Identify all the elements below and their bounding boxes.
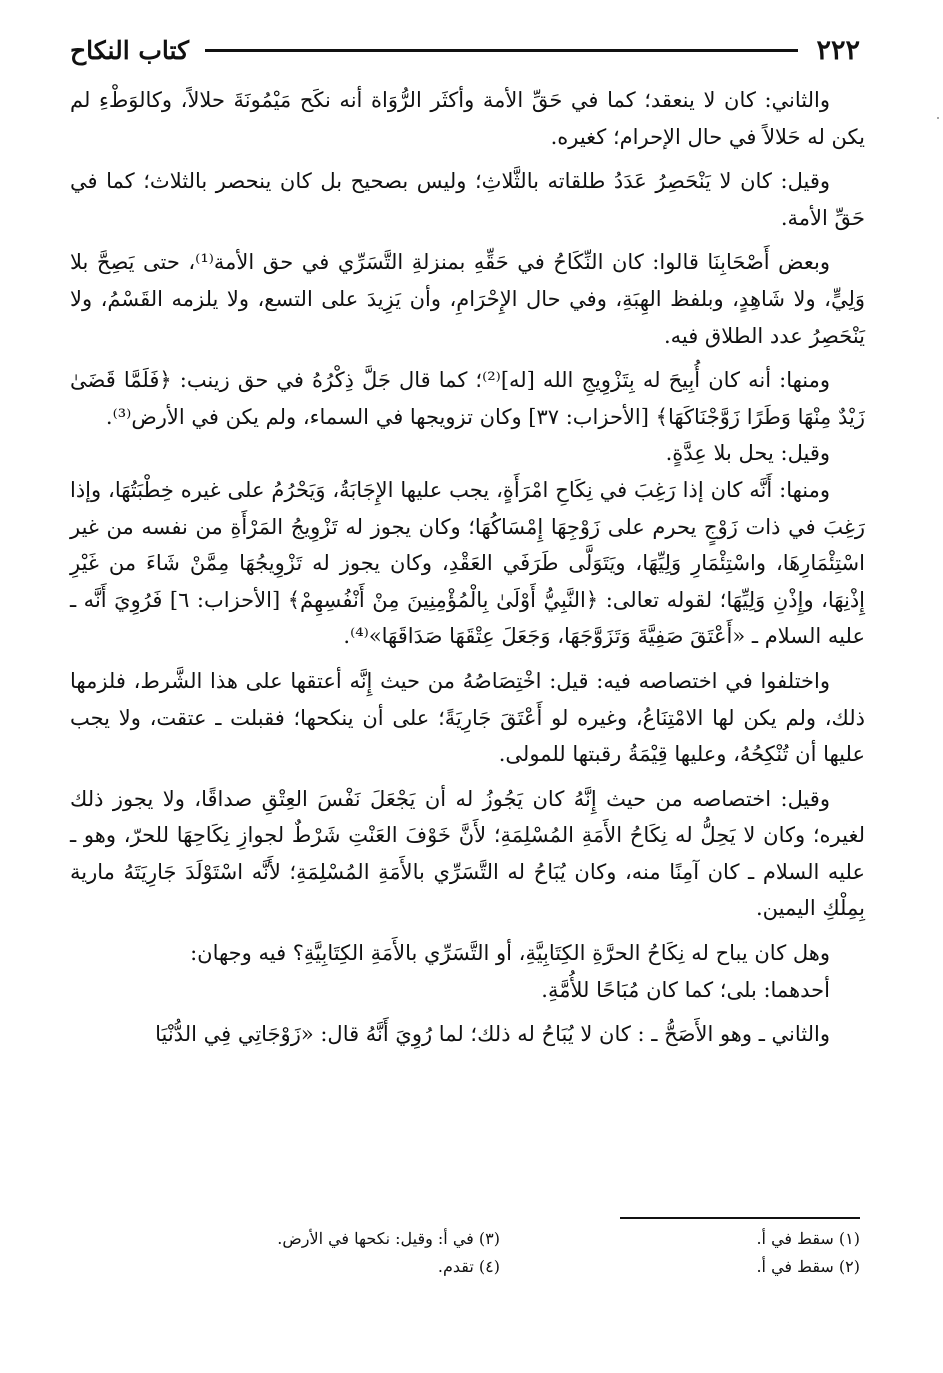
paragraph: وقيل: يحل بلا عِدَّةٍ. bbox=[665, 441, 830, 466]
book-title: كتاب النكاح bbox=[70, 35, 189, 65]
paragraph: ومنها: أَنَّه كان إذا رَغِبَ في نِكَاحِ امْرَأَةٍ، يجب عليها الإِجَابَةُ، وَيَحْرُمُ على غيره خِطْبَتُهَا، وإذا رَغِبَ في ذات زَوْجٍ يحرم على زَوْجِهَا إِمْسَاكُهَا؛ وكان يجوز له تَزْوِيجُ المَرْأَةِ من نفسه من غير اسْتِئْمَارِهَا، واسْتِئْمَارِ وَلِيِّهَا، ويَتَوَلَّى طَرَفَي العَقْدِ، وكان يجوز له تَزْوِيجُهَا مِمَّنْ شَاءَ من غَيْرِ إِذْنِهَا، وإِذْنِ وَلِيِّهَا؛ لقوله تعالى: ﴿النَّبِيُّ أَوْلَىٰ بِالْمُؤْمِنِينَ مِنْ أَنْفُسِهِمْ﴾ [الأحزاب: ٦] فَرُوِيَ أَنَّه ـ عليه السلام ـ «أَعْتَقَ صَفِيَّةَ وَتَزَوَّجَهَا، وَجَعَلَ عِتْقَهَا صَدَاقَهَا»⁽⁴⁾. bbox=[70, 477, 866, 649]
paragraph: وقيل: كان لا يَنْحَصِرُ عَدَدُ طلقاته بالثَّلاثِ؛ وليس بصحيح بل كان ينحصر بالثلاث؛ كما في حَقِّ الأمة. bbox=[70, 169, 865, 230]
paragraph: وبعض أَصْحَابِنَا قالوا: كان النِّكَاحُ في حَقِّهِ بمنزلةِ التَّسَرِّي في حق الأمة⁽¹⁾، حتى يَصِحَّ بلا وَلِيٍّ، ولا شَاهِدٍ، وبلفظ الهِبَةِ، وفي حال الإِحْرَامِ، وأن يَزِيدَ على التسع، ولا يلزمه القَسْمُ، ولا يَنْحَصِرُ عدد الطلاق فيه. bbox=[70, 250, 865, 348]
paragraph: والثاني ـ وهو الأَصَحُّ ـ : كان لا يُبَاحُ له ذلك؛ لما رُوِيَ أَنَّهُ قال: «زَوْجَاتِي فِي الدُّنْيَا bbox=[155, 1022, 830, 1047]
footnote-divider bbox=[620, 1217, 860, 1219]
paragraph: وقيل: اختصاصه من حيث إِنَّهُ كان يَجُوزُ له أن يَجْعَلَ نَفْسَ العِتْقِ صداقًا، ولا يجوز ذلك لغيره؛ وكان لا يَحِلُّ له نِكَاحُ الأَمَةِ المُسْلِمَةِ؛ لأَنَّ خَوْفَ العَنْتِ شَرْطٌ لجوازِ نِكَاحِهَا للحرّ، وهو ـ عليه السلام ـ كان آمِنًا منه، وكان يُبَاحُ له التَّسَرِّي بالأَمَةِ المُسْلِمَةِ؛ لأَنَّه اسْتَوْلَدَ جَارِيَتَهُ مارية بِمِلْكِ اليمين. bbox=[70, 786, 865, 921]
scan-speck bbox=[937, 117, 939, 119]
paragraph: وهل كان يباح له نِكَاحُ الحرَّةِ الكِتَابِيَّةِ، أو التَّسَرِّي بالأَمَةِ الكِتَابِيَّةِ؟ فيه وجهان: bbox=[190, 941, 830, 966]
main-text bbox=[70, 82, 865, 1053]
paragraph: واختلفوا في اختصاصه فيه: قيل: اخْتِصَاصُهُ من حيث إِنَّه أعتقها على هذا الشَّرط، فلزمها ذلك، ولم يكن لها الامْتِنَاعُ، وغيره لو أَعْتَقَ جَارِيَةً؛ على أن ينكحها؛ فقبلت ـ عتقت، ولا يجب عليها أن تُنْكِحُهُ، وعليها قِيْمَةُ رقبتها للمولى. bbox=[70, 668, 865, 767]
paragraph: أحدهما: بلى؛ كما كان مُبَاحًا للأُمَّةِ. bbox=[541, 977, 830, 1002]
footnote: (٢) سقط في أ. bbox=[756, 1257, 860, 1276]
page-header bbox=[70, 30, 860, 70]
paragraph: والثاني: كان لا ينعقد؛ كما في حَقِّ الأمة وأكثَر الرُّوَاة أنه نكَح مَيْمُونَةَ حلالاً، وكالوَطْءِ لم يكن له حَلالاً في حال الإحرام؛ كغيره. bbox=[70, 88, 865, 149]
footnote: (٤) تقدم. bbox=[437, 1257, 500, 1276]
header-rule bbox=[205, 49, 799, 52]
footnote: (٣) في أ: وقيل: نكحها في الأرض. bbox=[277, 1229, 500, 1248]
page-number: ٢٢٢ bbox=[816, 34, 860, 66]
paragraph: ومنها: أنه كان أُبِيحَ له بِتَزْوِيجِ الله [له]⁽²⁾؛ كما قال جَلَّ ذِكْرُهُ في حق زينب: ﴿فَلَمَّا قَضَىٰ زَيْدٌ مِنْهَا وَطَرًا زَوَّجْنَاكَهَا﴾ [الأحزاب: ٣٧] وكان تزويجها في السماء، ولم يكن في الأرض⁽³⁾. bbox=[70, 368, 865, 429]
footnote: (١) سقط في أ. bbox=[756, 1229, 860, 1248]
footnotes bbox=[180, 1225, 860, 1281]
